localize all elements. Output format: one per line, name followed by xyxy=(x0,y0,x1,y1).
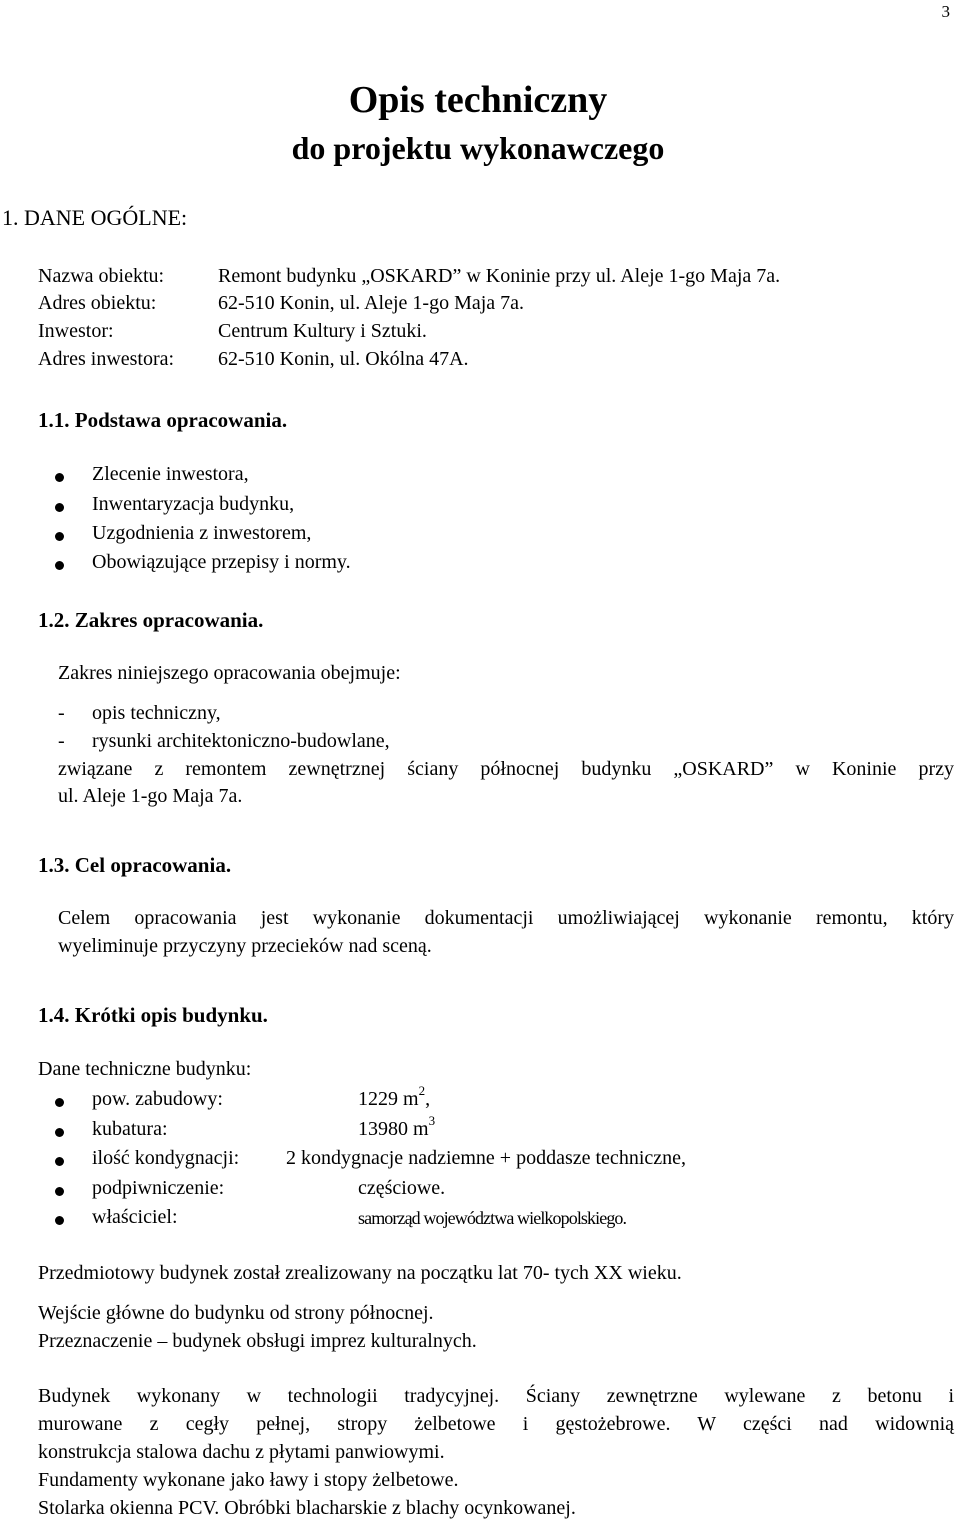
info-label-object-address: Adres obiektu: xyxy=(38,292,157,314)
section-heading-scope: 1.2. Zakres opracowania. xyxy=(38,608,264,632)
dash-marker: - xyxy=(58,730,65,752)
construction-paragraph-line: murowane z cegły pełnej, stropy żelbetowe i gęstożebrowe. W części nad widownią xyxy=(38,1413,954,1435)
description-paragraph: Wejście główne do budynku od strony północnej. xyxy=(38,1302,434,1324)
tech-value-owner: samorząd województwa wielkopolskiego. xyxy=(358,1208,627,1228)
tech-label-area: pow. zabudowy: xyxy=(92,1088,223,1110)
purpose-paragraph-line: Celem opracowania jest wykonanie dokumentacji umożliwiającej wykonanie remontu, który xyxy=(58,907,954,929)
bullet-icon xyxy=(55,473,64,482)
bullet-icon xyxy=(55,503,64,512)
list-item: Zlecenie inwestora, xyxy=(92,463,249,485)
description-paragraph: Przeznaczenie – budynek obsługi imprez kulturalnych. xyxy=(38,1330,477,1352)
info-value-object-name: Remont budynku „OSKARD” w Koninie przy ul. Aleje 1-go Maja 7a. xyxy=(218,265,781,287)
construction-paragraph-line: konstrukcja stalowa dachu z płytami panwiowymi. xyxy=(38,1441,445,1463)
list-item: Uzgodnienia z inwestorem, xyxy=(92,522,312,544)
info-value-investor-address: 62-510 Konin, ul. Okólna 47A. xyxy=(218,348,469,370)
purpose-paragraph-line: wyeliminuje przyczyny przecieków nad sceną. xyxy=(58,935,432,957)
bullet-icon xyxy=(55,561,64,570)
tech-label-basement: podpiwniczenie: xyxy=(92,1177,225,1199)
info-label-object-name: Nazwa obiektu: xyxy=(38,265,165,287)
list-item: rysunki architektoniczno-budowlane, xyxy=(92,730,390,752)
tech-value-basement: częściowe. xyxy=(358,1177,446,1199)
dash-marker: - xyxy=(58,702,65,724)
bullet-icon xyxy=(55,1187,64,1196)
info-value-object-address: 62-510 Konin, ul. Aleje 1-go Maja 7a. xyxy=(218,292,525,314)
tech-value-volume: 13980 $m^3$ xyxy=(358,1113,436,1140)
joinery-paragraph: Stolarka okienna PCV. Obróbki blacharskie z blachy ocynkowanej. xyxy=(38,1497,576,1519)
section-heading-general: 1. DANE OGÓLNE: xyxy=(2,205,188,230)
bullet-icon xyxy=(55,1216,64,1225)
section-heading-description: 1.4. Krótki opis budynku. xyxy=(38,1003,268,1027)
document-subtitle: do projektu wykonawczego xyxy=(291,130,665,166)
tech-label-floors: ilość kondygnacji: xyxy=(92,1147,240,1169)
info-value-investor: Centrum Kultury i Sztuki. xyxy=(218,320,427,342)
foundations-paragraph: Fundamenty wykonane jako ławy i stopy żelbetowe. xyxy=(38,1469,459,1491)
tech-value-area: 1229 $m^2$, xyxy=(358,1083,431,1110)
tech-data-title: Dane techniczne budynku: xyxy=(38,1058,252,1080)
description-paragraph: Przedmiotowy budynek został zrealizowany na początku lat 70- tych XX wieku. xyxy=(38,1262,682,1284)
bullet-icon xyxy=(55,532,64,541)
section-heading-basis: 1.1. Podstawa opracowania. xyxy=(38,408,288,432)
page-number: 3 xyxy=(941,2,950,21)
section-heading-purpose: 1.3. Cel opracowania. xyxy=(38,853,232,877)
list-item: Inwentaryzacja budynku, xyxy=(92,493,295,515)
list-item: opis techniczny, xyxy=(92,702,221,724)
info-label-investor: Inwestor: xyxy=(38,320,114,342)
scope-intro: Zakres niniejszego opracowania obejmuje: xyxy=(58,662,401,684)
construction-paragraph-line: Budynek wykonany w technologii tradycyjnej. Ściany zewnętrzne wylewane z betonu i xyxy=(38,1385,954,1407)
bullet-icon xyxy=(55,1128,64,1137)
scope-paragraph-line: związane z remontem zewnętrznej ściany północnej budynku „OSKARD” w Koninie przy xyxy=(58,758,954,780)
bullet-icon xyxy=(55,1098,64,1107)
tech-label-volume: kubatura: xyxy=(92,1118,168,1140)
list-item: Obowiązujące przepisy i normy. xyxy=(92,551,351,573)
document-title: Opis techniczny xyxy=(348,79,608,121)
bullet-icon xyxy=(55,1157,64,1166)
info-label-investor-address: Adres inwestora: xyxy=(38,348,175,370)
scope-paragraph-line: ul. Aleje 1-go Maja 7a. xyxy=(58,785,243,807)
tech-label-owner: właściciel: xyxy=(92,1206,178,1228)
tech-value-floors: 2 kondygnacje nadziemne + poddasze techniczne, xyxy=(286,1147,686,1169)
